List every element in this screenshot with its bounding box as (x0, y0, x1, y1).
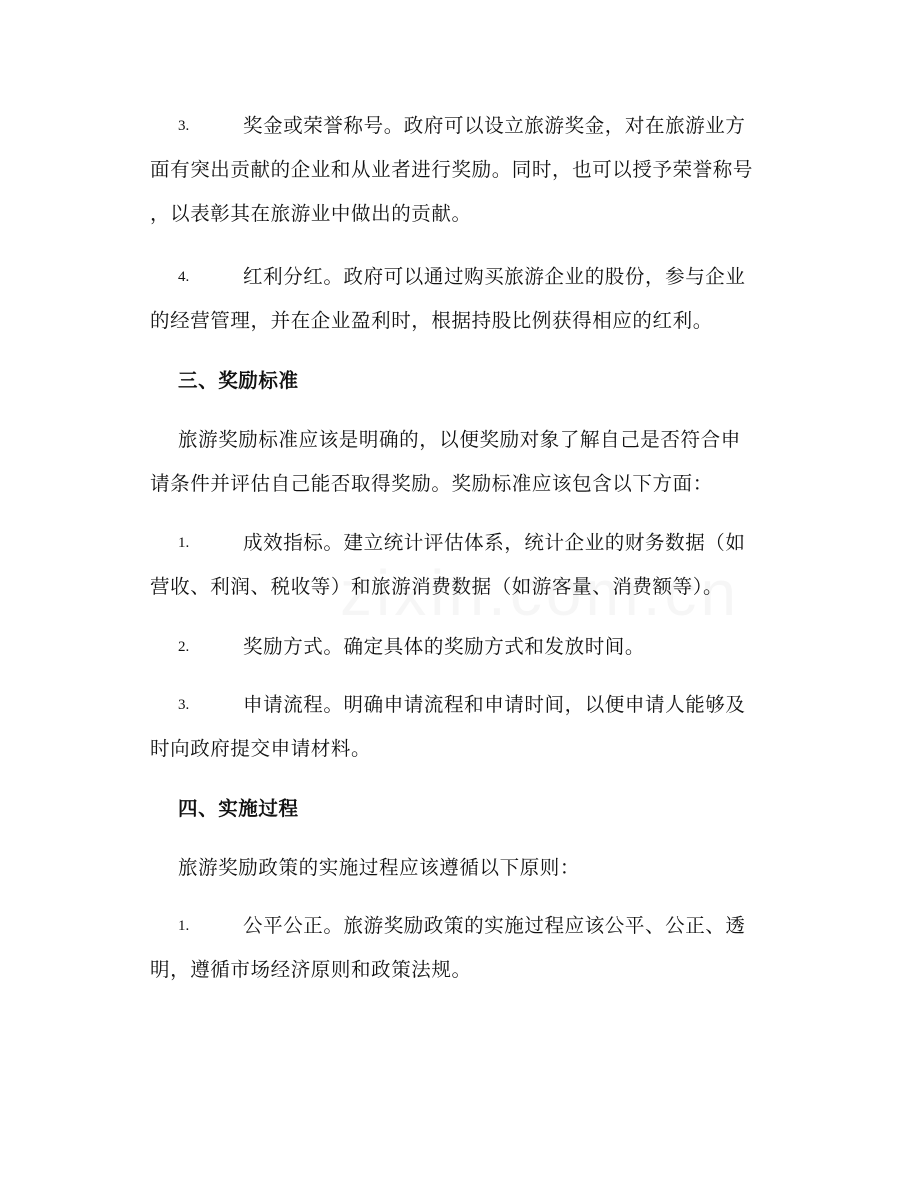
list-number: 4. (178, 269, 190, 285)
text-line: 请条件并评估自己能否取得奖励。奖励标准应该包含以下方面： (150, 472, 713, 495)
text-line: ，以表彰其在旅游业中做出的贡献。 (150, 202, 472, 225)
heading-text: 三、奖励标准 (178, 369, 299, 392)
text-line: 明，遵循市场经济原则和政策法规。 (150, 958, 472, 981)
text-line: 时向政府提交申请材料。 (150, 737, 372, 760)
text-line: 的经营管理，并在企业盈利时，根据持股比例获得相应的红利。 (150, 309, 713, 332)
text-line: 营收、利润、税收等）和旅游消费数据（如游客量、消费额等）。 (150, 575, 724, 598)
list-number: 2. (178, 639, 190, 655)
text-line: 红利分红。政府可以通过购买旅游企业的股份，参与企业 (243, 265, 746, 288)
list-number: 1. (178, 918, 190, 934)
text-line: 旅游奖励标准应该是明确的，以便奖励对象了解自己是否符合申 (178, 428, 741, 451)
list-number: 3. (178, 697, 190, 713)
text-line: 成效指标。建立统计评估体系，统计企业的财务数据（如 (243, 531, 746, 554)
heading-text: 四、实施过程 (178, 797, 299, 820)
text-line: 旅游奖励政策的实施过程应该遵循以下原则： (178, 856, 581, 879)
text-line: 申请流程。明确申请流程和申请时间，以便申请人能够及 (243, 693, 746, 716)
list-number: 3. (178, 118, 190, 134)
list-number: 1. (178, 535, 190, 551)
text-line: 奖金或荣誉称号。政府可以设立旅游奖金，对在旅游业方 (243, 114, 746, 137)
watermark (340, 556, 740, 630)
text-line: 公平公正。旅游奖励政策的实施过程应该公平、公正、透 (243, 914, 746, 937)
text-line: 奖励方式。确定具体的奖励方式和发放时间。 (243, 635, 646, 658)
text-line: 面有突出贡献的企业和从业者进行奖励。同时，也可以授予荣誉称号 (150, 158, 754, 181)
